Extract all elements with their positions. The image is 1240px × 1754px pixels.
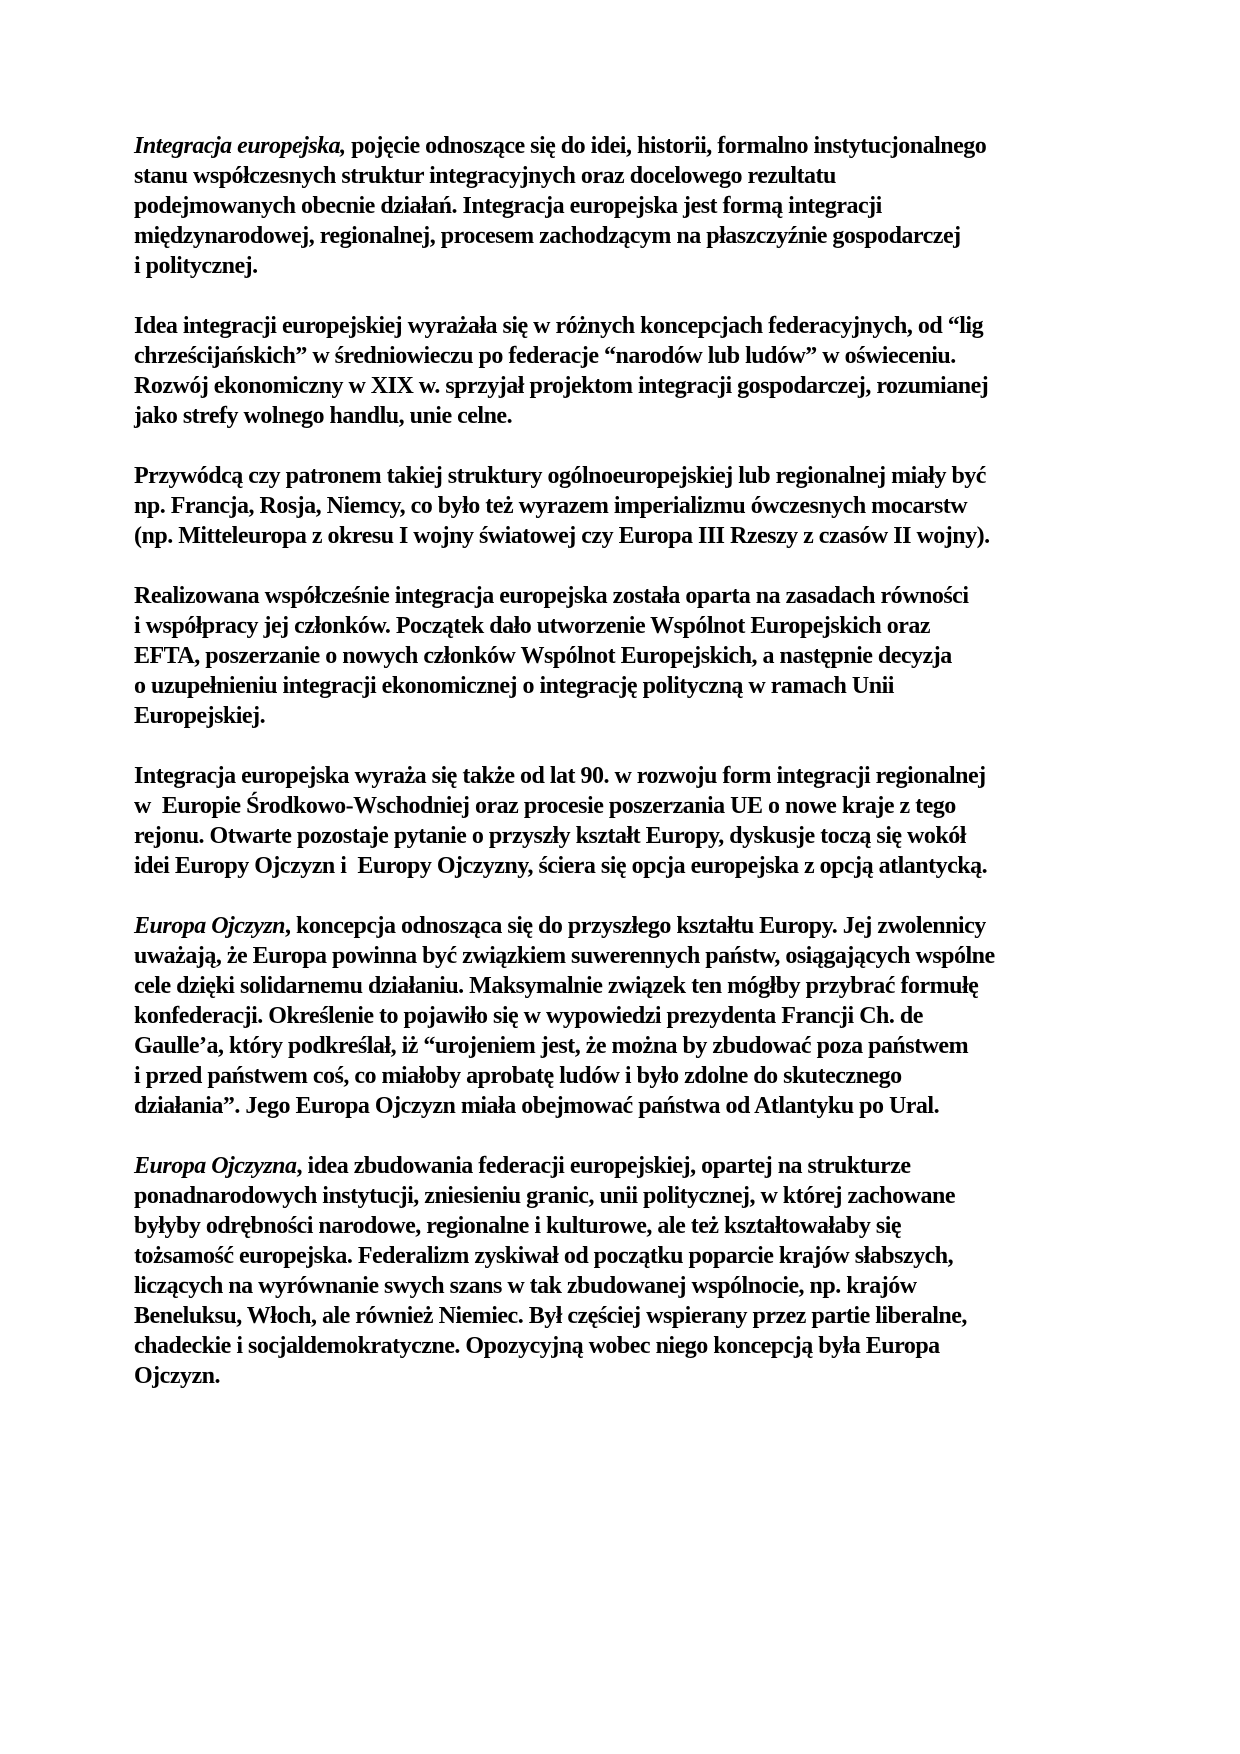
text-line: Idea integracji europejskiej wyrażała się w różnych koncepcjach federacyjnych, od “lig <box>134 313 984 339</box>
text-line: Realizowana współcześnie integracja europejska została oparta na zasadach równości <box>134 583 969 609</box>
text-line: podejmowanych obecnie działań. Integracja europejska jest formą integracji <box>134 193 882 219</box>
text-line: Gaulle’a, który podkreślał, iż “urojeniem jest, że można by zbudować poza państwem <box>134 1033 969 1059</box>
paragraph-europa-ojczyzna <box>134 1151 1144 1391</box>
text-line: konfederacji. Określenie to pojawiło się w wypowiedzi prezydenta Francji Ch. de <box>134 1003 923 1029</box>
text-line: w Europie Środkowo-Wschodniej oraz procesie poszerzania UE o nowe kraje z tego <box>134 793 956 819</box>
text-line: Rozwój ekonomiczny w XIX w. sprzyjał projektom integracji gospodarczej, rozumianej <box>134 373 989 399</box>
text-line: Integracja europejska wyraża się także od lat 90. w rozwoju form integracji regionalnej <box>134 763 986 789</box>
paragraph-integracja-europejska <box>134 131 1144 281</box>
text-line: uważają, że Europa powinna być związkiem suwerennych państw, osiągających wspólne <box>134 943 995 969</box>
term-lead-europa-ojczyzna: Europa Ojczyzna <box>134 1153 297 1179</box>
paragraph-przywodca-patron <box>134 461 1144 551</box>
paragraph-europa-ojczyzn <box>134 911 1144 1121</box>
text-line: idei Europy Ojczyzn i Europy Ojczyzny, ściera się opcja europejska z opcją atlantycką. <box>134 853 988 879</box>
text-line: jako strefy wolnego handlu, unie celne. <box>134 403 513 429</box>
text-line <box>134 911 1144 941</box>
text-run: , idea zbudowania federacji europejskiej, opartej na strukturze <box>296 1153 911 1179</box>
text-line: o uzupełnieniu integracji ekonomicznej o integrację polityczną w ramach Unii <box>134 673 894 699</box>
paragraph-integracja-od-lat-90 <box>134 761 1144 881</box>
text-line <box>134 1151 1144 1181</box>
term-lead-integracja-europejska: Integracja europejska, <box>134 133 346 159</box>
text-run: pojęcie odnoszące się do idei, historii, formalno instytucjonalnego <box>345 133 987 159</box>
text-run: , koncepcja odnosząca się do przyszłego kształtu Europy. Jej zwolennicy <box>285 913 986 939</box>
text-line: EFTA, poszerzanie o nowych członków Wspólnot Europejskich, a następnie decyzja <box>134 643 952 669</box>
text-line: rejonu. Otwarte pozostaje pytanie o przyszły kształt Europy, dyskusje toczą się wokół <box>134 823 966 849</box>
text-line: Beneluksu, Włoch, ale również Niemiec. Był częściej wspierany przez partie liberalne, <box>134 1303 967 1329</box>
text-line: liczących na wyrównanie swych szans w tak zbudowanej wspólnocie, np. krajów <box>134 1273 917 1299</box>
text-line: i politycznej. <box>134 253 258 279</box>
text-line: tożsamość europejska. Federalizm zyskiwał od początku poparcie krajów słabszych, <box>134 1243 954 1269</box>
term-lead-europa-ojczyzn: Europa Ojczyzn <box>134 913 286 939</box>
text-line: Ojczyzn. <box>134 1363 220 1389</box>
text-line: cele dzięki solidarnemu działaniu. Maksymalnie związek ten mógłby przybrać formułę <box>134 973 979 999</box>
text-line: chrześcijańskich” w średniowieczu po federacje “narodów lub ludów” w oświeceniu. <box>134 343 956 369</box>
text-line: byłyby odrębności narodowe, regionalne i kulturowe, ale też kształtowałaby się <box>134 1213 902 1239</box>
text-line: stanu współczesnych struktur integracyjnych oraz docelowego rezultatu <box>134 163 836 189</box>
text-line: i współpracy jej członków. Początek dało utworzenie Wspólnot Europejskich oraz <box>134 613 931 639</box>
paragraph-realizowana-integracja <box>134 581 1144 731</box>
text-line: międzynarodowej, regionalnej, procesem zachodzącym na płaszczyźnie gospodarczej <box>134 223 961 249</box>
paragraph-idea-integracji <box>134 311 1144 431</box>
text-line: Europejskiej. <box>134 703 266 729</box>
document-body <box>134 131 1144 1421</box>
text-line: chadeckie i socjaldemokratyczne. Opozycyjną wobec niego koncepcją była Europa <box>134 1333 940 1359</box>
text-line: np. Francja, Rosja, Niemcy, co było też wyrazem imperializmu ówczesnych mocarstw <box>134 493 968 519</box>
text-line: Przywódcą czy patronem takiej struktury ogólnoeuropejskiej lub regionalnej miały być <box>134 463 986 489</box>
text-line <box>134 131 1144 161</box>
text-line: (np. Mitteleuropa z okresu I wojny światowej czy Europa III Rzeszy z czasów II wojny). <box>134 523 990 549</box>
text-line: ponadnarodowych instytucji, zniesieniu granic, unii politycznej, w której zachowane <box>134 1183 955 1209</box>
text-line: działania”. Jego Europa Ojczyzn miała obejmować państwa od Atlantyku po Ural. <box>134 1093 940 1119</box>
text-line: i przed państwem coś, co miałoby aprobatę ludów i było zdolne do skutecznego <box>134 1063 902 1089</box>
